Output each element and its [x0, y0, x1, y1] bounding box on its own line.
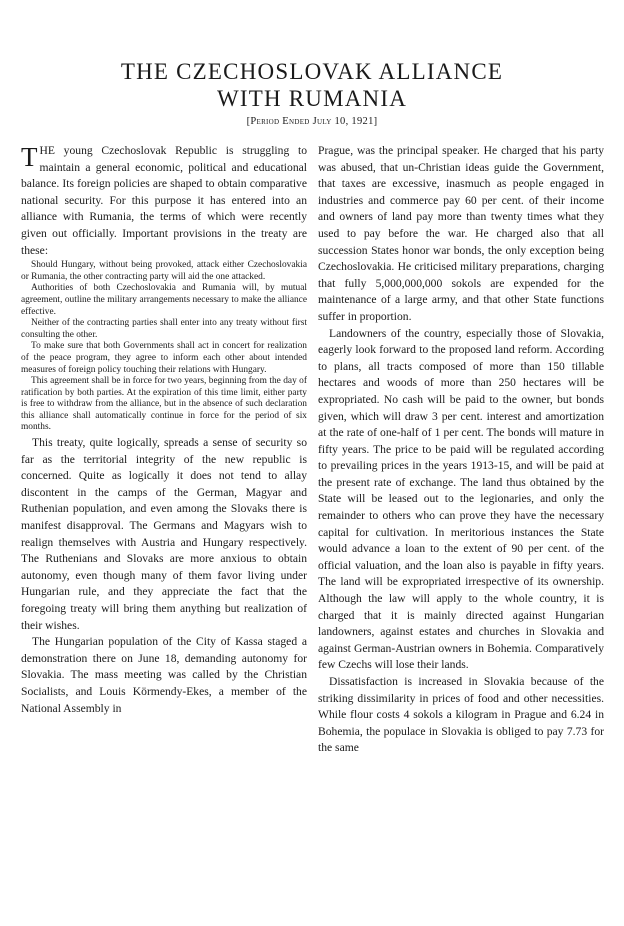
intro-paragraph	[21, 143, 307, 259]
body-paragraph: Landowners of the country, especially those of Slovakia, eagerly look forward to the proposed land reform. According to plans, all tracts composed of more than 150 tillable hectares and woods of more than 250 hectares will be expropriated. No cash will be paid to the owner, but bonds given, which will draw 3 per cent. interest and amortization at the rate of one-half of 1 per cent. The bonds will mature in fifty years. The price to be paid will be regulated according to prevailing prices in the years 1913-15, and will be paid at the present rate of exchange. The land thus obtained by the State will be leased out to the legionaries, and only the remainder to others who can prove they have the necessary capital for cultivation. In meritorious instances the State would advance a loan to the extent of 90 per cent. of the official valuation, and the loan also is payable in fifty years. The land will be expropriated irrespective of its ownership. Although the law will apply to the whole country, it is charged that it is mainly directed against Hungarian landowners, against estates and churches in Slovakia and against German-Austrian owners in Bohemia. Comparatively few Czechs will lose their lands.	[318, 326, 604, 672]
treaty-provisions	[21, 260, 307, 434]
treaty-provision: To make sure that both Governments shall act in concert for realization of the peace program, they agree to inform each other about intended measures of foreign policy touching their relations with Hungary.	[21, 341, 307, 375]
body-paragraph: Prague, was the principal speaker. He charged that his party was abused, that un-Christian ideas guide the Government, that taxes are excessive, inasmuch as people engaged in industries and commerce pay 60 per cent. of their income and owners of land pay more than twenty times what they used to pay before the war. He charged also that all succession States honor war bonds, the only exception being Czechoslovakia. He criticised military preparations, charging that fully 5,000,000,000 sokols are expended for the maintenance of a large army, and that other State functions suffer in proportion.	[318, 144, 604, 323]
treaty-provision: This agreement shall be in force for two years, beginning from the day of ratification by both parties. At the expiration of this time limit, either party is free to withdraw from the alliance, but in the absence of such declaration this alliance shall automatically continue in force for the period of six months.	[21, 376, 307, 433]
article-title-line-1: THE CZECHOSLOVAK ALLIANCE	[120, 59, 504, 84]
treaty-provision: Neither of the contracting parties shall enter into any treaty without first consulting the other.	[21, 318, 307, 340]
treaty-provision: Authorities of both Czechoslovakia and Rumania will, by mutual agreement, outline the military arrangements necessary to make the alliance effective.	[21, 283, 307, 317]
body-paragraph: The Hungarian population of the City of Kassa staged a demonstration there on June 18, demanding autonomy for Slovakia. The mass meeting was called by the Christian Socialists, and Louis Körmendy-Ekes, a member of the National Assembly in	[21, 635, 307, 715]
right-column	[318, 143, 604, 913]
period-note: [Period Ended July 10, 1921]	[246, 116, 378, 127]
treaty-provision: Should Hungary, without being provoked, attack either Czechoslovakia or Rumania, the other contracting party will aid the one attacked.	[21, 260, 307, 282]
drop-cap: T	[21, 143, 38, 172]
body-paragraph: Dissatisfaction is increased in Slovakia because of the striking dissimilarity in prices of food and other necessities. While flour costs 4 sokols a kilogram in Prague and 6.24 in Bohemia, the populace in Slovakia is obliged to pay 7.73 for the same	[318, 675, 604, 755]
article-title-line-2: WITH RUMANIA	[216, 86, 408, 111]
intro-text: HE young Czechoslovak Republic is struggling to maintain a general economic, political and educational balance. Its foreign policies are shaped to obtain comparative national security. For this purpose it has entered into an alliance with Rumania, the terms of which were recently given out officially. Important provisions in the treaty are these:	[21, 144, 307, 257]
body-paragraph: This treaty, quite logically, spreads a sense of security so far as the territorial integrity of the new republic is concerned. Quite as logically it does not tend to allay discontent in the camps of the German, Magyar and Ruthenian population, and even among the Slovaks there is manifest disapproval. The Germans and Magyars wish to realign themselves with Austria and Hungary respectively. The Ruthenians and Slovaks are more anxious to obtain autonomy, even though many of them favor living under Hungarian rule, and they appreciate the fact that the foregoing treaty will bring them anything but realization of their wishes.	[21, 436, 307, 632]
left-column	[21, 143, 307, 913]
